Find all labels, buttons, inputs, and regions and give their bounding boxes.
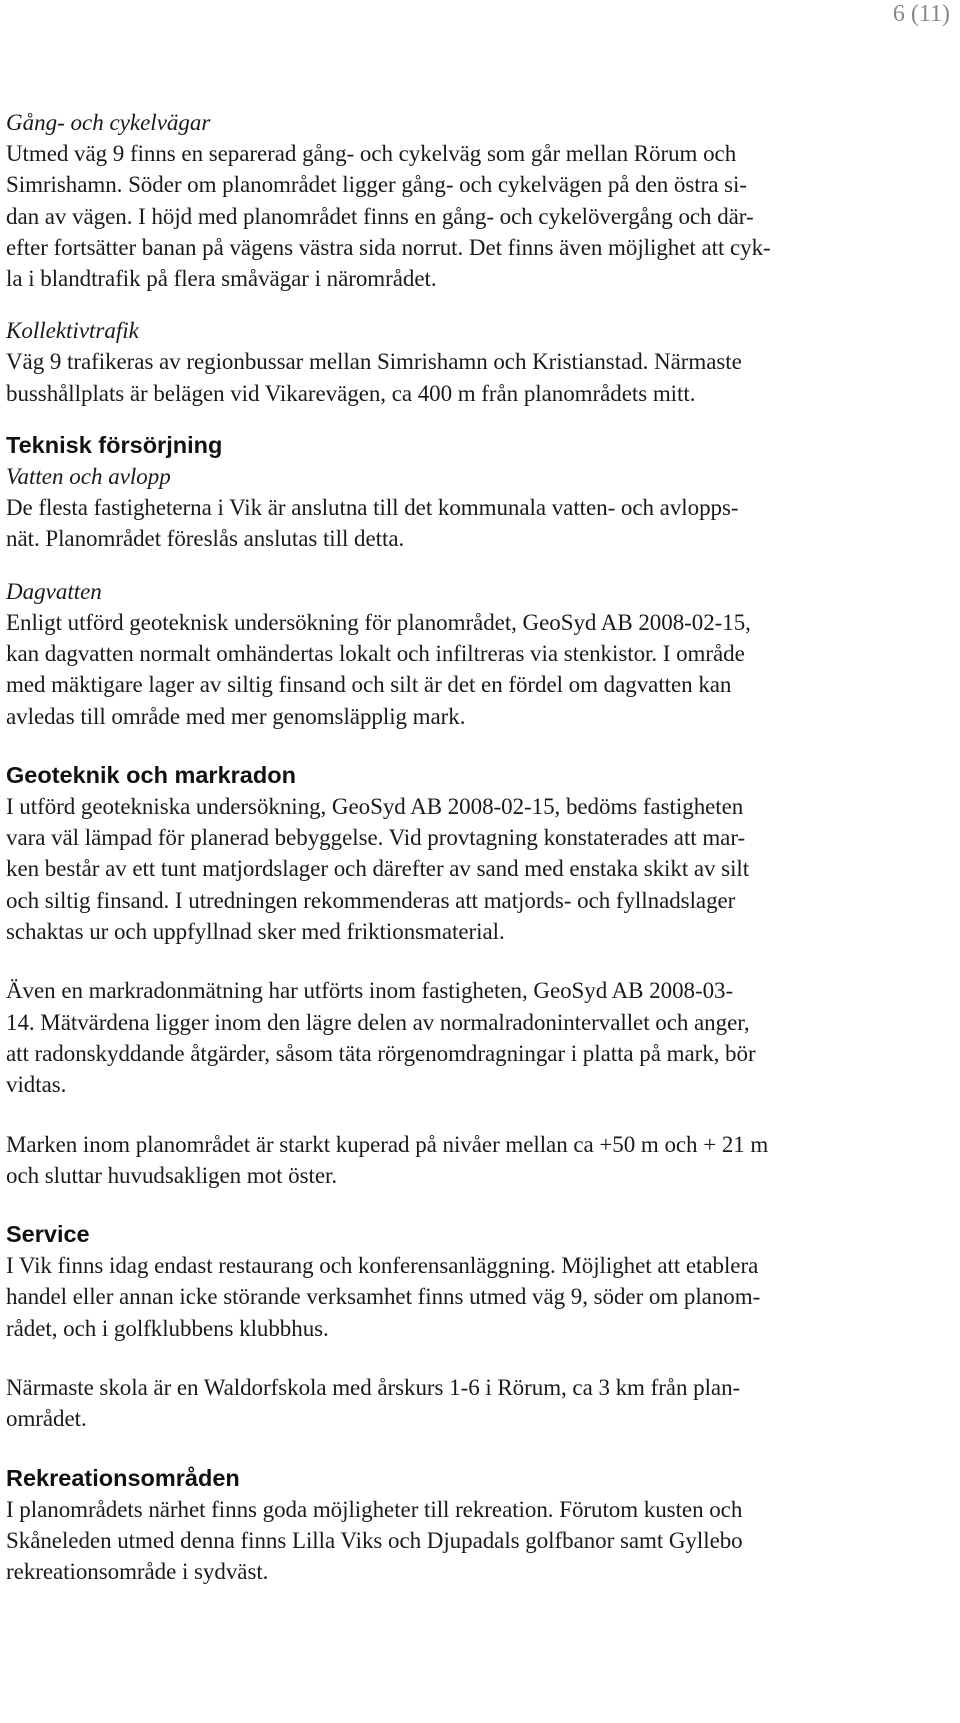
text-line: Skåneleden utmed denna finns Lilla Viks och Djupadals golfbanor samt Gyllebo (6, 1527, 743, 1553)
text-line: Marken inom planområdet är starkt kuperad på nivåer mellan ca +50 m och + 21 m (6, 1131, 769, 1157)
section-dagvatten (6, 576, 954, 732)
text-line: avledas till område med mer genomsläpplig mark. (6, 703, 466, 729)
subheading-kollektivtrafik: Kollektivtrafik (6, 318, 139, 344)
section-teknisk-forsorjning (6, 430, 954, 555)
text-line: la i blandtrafik på flera småvägar i närområdet. (6, 266, 437, 292)
text-line: Väg 9 trafikeras av regionbussar mellan Simrishamn och Kristianstad. Närmaste (6, 349, 742, 375)
text-line: rådet, och i golfklubbens klubbhus. (6, 1315, 329, 1341)
text-line: med mäktigare lager av siltig finsand och silt är det en fördel om dagvatten kan (6, 672, 732, 698)
text-line: vara väl lämpad för planerad bebyggelse. Vid provtagning konstaterades att mar- (6, 825, 746, 851)
text-line: området. (6, 1406, 87, 1432)
page-number: 6 (11) (892, 1, 950, 27)
text-line: I Vik finns idag endast restaurang och konferensanläggning. Möjlighet att etablera (6, 1253, 759, 1279)
section-geoteknik-markradon (6, 760, 954, 1191)
heading-rekreationsomraden: Rekreationsområden (6, 1464, 240, 1491)
text-line: De flesta fastigheterna i Vik är anslutna till det kommunala vatten- och avlopps- (6, 495, 739, 521)
text-line: dan av vägen. I höjd med planområdet finns en gång- och cykelövergång och där- (6, 203, 754, 229)
text-line: Enligt utförd geoteknisk undersökning för planområdet, GeoSyd AB 2008-02-15, (6, 609, 751, 635)
section-service (6, 1219, 954, 1434)
text-line: I utförd geotekniska undersökning, GeoSyd AB 2008-02-15, bedöms fastigheten (6, 793, 744, 819)
subheading-gang-cykelvagar: Gång- och cykelvägar (6, 110, 211, 135)
text-line: I planområdets närhet finns goda möjligheter till rekreation. Förutom kusten och (6, 1496, 743, 1522)
subheading-dagvatten: Dagvatten (6, 578, 102, 604)
subheading-vatten-avlopp: Vatten och avlopp (6, 464, 171, 490)
text-line: kan dagvatten normalt omhändertas lokalt och infiltreras via stenkistor. I område (6, 640, 745, 666)
document-body (6, 107, 954, 1588)
text-line: efter fortsätter banan på vägens västra sida norrut. Det finns även möjlighet att cyk- (6, 234, 771, 260)
section-gang-cykelvagar (6, 107, 954, 294)
text-line: 14. Mätvärdena ligger inom den lägre delen av normalradonintervallet och anger, (6, 1009, 750, 1035)
text-line: Även en markradonmätning har utförts inom fastigheten, GeoSyd AB 2008-03- (6, 978, 734, 1004)
section-rekreationsomraden (6, 1463, 954, 1588)
text-line: busshållplats är belägen vid Vikarevägen, ca 400 m från planområdets mitt. (6, 380, 696, 406)
text-line: att radonskyddande åtgärder, såsom täta rörgenomdragningar i platta på mark, bör (6, 1040, 756, 1066)
text-line: och sluttar huvudsakligen mot öster. (6, 1162, 338, 1188)
heading-teknisk-forsorjning: Teknisk försörjning (6, 432, 223, 459)
text-line: ken består av ett tunt matjordslager och därefter av sand med enstaka skikt av silt (6, 856, 750, 882)
section-kollektivtrafik (6, 315, 954, 409)
text-line: och siltig finsand. I utredningen rekommenderas att matjords- och fyllnadslager (6, 887, 736, 913)
text-line: schaktas ur och uppfyllnad sker med friktionsmaterial. (6, 919, 505, 945)
text-line: vidtas. (6, 1072, 67, 1098)
text-line: rekreationsområde i sydväst. (6, 1559, 269, 1585)
text-line: Simrishamn. Söder om planområdet ligger gång- och cykelvägen på den östra si- (6, 172, 747, 198)
heading-geoteknik-markradon: Geoteknik och markradon (6, 761, 296, 788)
text-line: nät. Planområdet föreslås anslutas till detta. (6, 526, 405, 552)
text-line: handel eller annan icke störande verksamhet finns utmed väg 9, söder om planom- (6, 1284, 761, 1310)
text-line: Utmed väg 9 finns en separerad gång- och cykelväg som går mellan Rörum och (6, 141, 737, 166)
heading-service: Service (6, 1221, 90, 1248)
text-line: Närmaste skola är en Waldorfskola med årskurs 1-6 i Rörum, ca 3 km från plan- (6, 1375, 741, 1401)
